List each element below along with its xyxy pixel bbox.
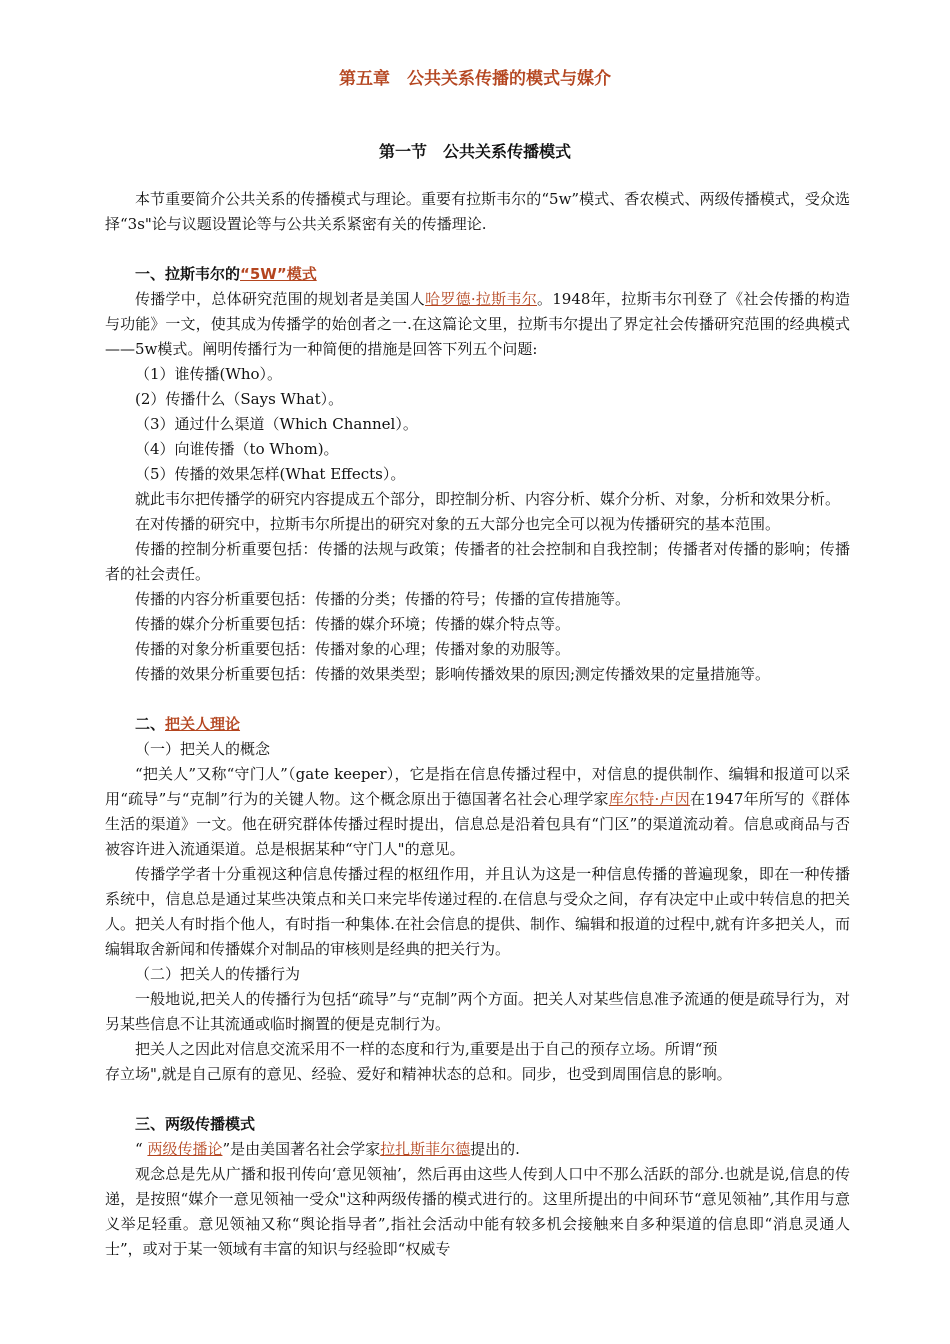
text: 传播学中，总体研究范围的规划者是美国人 [135,290,426,308]
link-5w-model[interactable]: “5W”模式 [240,265,317,283]
paragraph: 传播的效果分析重要包括：传播的效果类型；影响传播效果的原因;测定传播效果的定量措施等。 [135,665,771,683]
spacer [105,687,850,712]
list-item-effects: （5）传播的效果怎样(What Effects）。 [135,465,406,483]
subheading-behavior: （二）把关人的传播行为 [135,965,301,983]
heading-5w [105,262,850,287]
list-item-channel: （3）通过什么渠道（Which Channel）。 [135,415,418,433]
list-item-what: (2）传播什么（Says What）。 [135,390,344,408]
paragraph-two-step-origin [105,1137,850,1162]
paragraph: 一般地说,把关人的传播行为包括“疏导”与“克制”两个方面。把关人对某些信息准予流通的便是疏导行为，对另某些信息不让其流通或临时搁置的便是克制行为。 [105,990,850,1033]
link-kurt-lewin[interactable]: 库尔特·卢因 [608,790,690,808]
text: 。1948年，拉斯韦尔刊登了《社会传播的构造与功能》一文，使其成为传播学的始创者之一.在这篇论文里，拉斯韦尔提出了界定社会传播研究范围的经典模式——5w模式。阐明传播行为一种简便的措施是回答下列五个问题: [105,290,850,358]
link-two-step-theory[interactable]: 两级传播论 [147,1140,223,1158]
list-item-whom: （4）向谁传播（to Whom)。 [135,440,339,458]
heading-gatekeeper-prefix: 二、 [135,715,166,733]
text: “把关人”又称“守门人”（gate keeper），它是指在信息传播过程中，对信息的提供制作、编辑和报道可以采用“疏导”与“克制”行为的关键人物。这个概念原出于德国著名社会心理学家 [105,765,850,808]
paragraph: 传播的对象分析重要包括：传播对象的心理；传播对象的劝服等。 [135,640,571,658]
chapter-title: 第五章 公共关系传播的模式与媒介 [339,69,611,89]
text: 在1947年所写的《群体生活的渠道》一文。他在研究群体传播过程时提出，信息总是沿着包具有“门区”的渠道流动着。信息或商品与否被容许进入流通渠道。总是根据某种“守门人"的意见。 [105,790,850,858]
document-body [105,187,850,1262]
paragraph: 观念总是先从广播和报刊传向‘意见领袖’，然后再由这些人传到人口中不那么活跃的部分.也就是说,信息的传递，是按照“媒介一意见领袖一受众"这种两级传播的模式进行的。这里所提出的中间环节“意见领袖”,其作用与意义举足轻重。意见领袖又称“舆论指导者”,指社会活动中能有较多机会接触来自多种渠道的信息即“消息灵通人士”，或对于某一领域有丰富的知识与经验即“权威专 [105,1165,850,1258]
spacer [105,1087,850,1112]
paragraph: 传播的控制分析重要包括：传播的法规与政策；传播者的社会控制和自我控制；传播者对传播的影响；传播者的社会责任。 [105,540,850,583]
text: 提出的. [470,1140,520,1158]
paragraph: 传播的内容分析重要包括：传播的分类；传播的符号；传播的宣传措施等。 [135,590,631,608]
section-title: 第一节 公共关系传播模式 [378,142,571,161]
link-gatekeeper-theory[interactable]: 把关人理论 [165,715,241,733]
paragraph-gatekeeper-definition [105,762,850,862]
paragraph-lasswell [105,287,850,362]
heading-two-step: 三、两级传播模式 [135,1115,256,1133]
paragraph: 传播的媒介分析重要包括：传播的媒介环境；传播的媒介特点等。 [135,615,571,633]
list-item-who: （1）谁传播(Who）。 [135,365,283,383]
paragraph: 存立场",就是自己原有的意见、经验、爱好和精神状态的总和。同步，也受到周围信息的影响。 [105,1065,732,1083]
heading-gatekeeper [105,712,850,737]
intro-paragraph: 本节重要简介公共关系的传播模式与理论。重要有拉斯韦尔的“5w”模式、香农模式、两级传播模式，受众选择“3s"论与议题设置论等与公共关系紧密有关的传播理论. [105,190,850,233]
subheading-concept: （一）把关人的概念 [135,740,271,758]
heading-5w-prefix: 一、拉斯韦尔的 [135,265,241,283]
text: ”是由美国著名社会学家 [222,1140,381,1158]
paragraph: 在对传播的研究中，拉斯韦尔所提出的研究对象的五大部分也完全可以视为传播研究的基本范围。 [135,515,781,533]
paragraph: 就此韦尔把传播学的研究内容提成五个部分，即控制分析、内容分析、媒介分析、对象，分析和效果分析。 [135,490,841,508]
text: “ [135,1140,148,1158]
paragraph: 传播学学者十分重视这种信息传播过程的枢纽作用，并且认为这是一种信息传播的普遍现象，即在一种传播系统中，信息总是通过某些决策点和关口来完毕传递过程的.在信息与受众之间，存有决定中止或中转信息的把关人。把关人有时指个他人，有时指一种集体.在社会信息的提供、制作、编辑和报道的过程中,就有许多把关人，而编辑取舍新闻和传播媒介对制品的审核则是经典的把关行为。 [105,865,850,958]
paragraph: 把关人之因此对信息交流采用不一样的态度和行为,重要是出于自己的预存立场。所谓“预 [135,1040,718,1058]
link-harold-lasswell[interactable]: 哈罗德·拉斯韦尔 [425,290,537,308]
spacer [105,237,850,262]
link-lazarsfeld[interactable]: 拉扎斯菲尔德 [380,1140,471,1158]
